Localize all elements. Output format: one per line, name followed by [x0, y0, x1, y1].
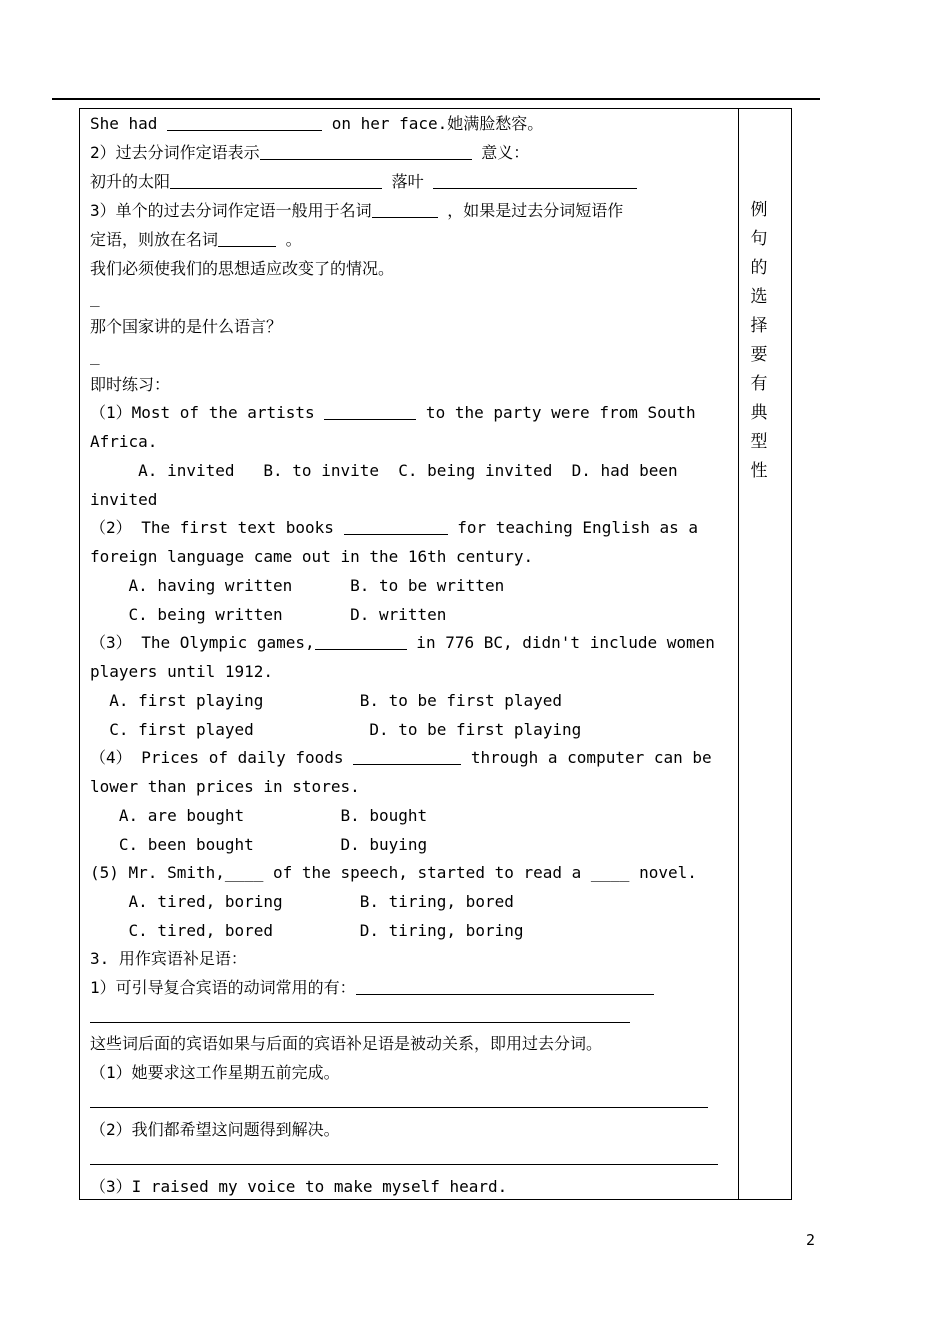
answer-rule [90, 1022, 630, 1023]
side-char: 例 [750, 200, 768, 220]
blank [344, 516, 448, 535]
side-char: 典 [750, 403, 768, 423]
question-5-options-b: C. tired, bored D. tiring, boring [90, 921, 524, 940]
question-3-options-a: A. first playing B. to be first played [90, 691, 563, 710]
side-char: 型 [750, 432, 768, 452]
blank [167, 112, 322, 131]
side-char: 要 [750, 345, 768, 365]
question-5: (5) Mr. Smith,____ of the speech, started to read a ____ novel. [90, 863, 697, 882]
line-5: 定语，则放在名词 。 [90, 230, 302, 249]
header-rule [52, 98, 820, 100]
section-3-heading: 3. 用作宾语补足语： [90, 949, 247, 968]
question-4-options-b: C. been bought D. buying [90, 835, 428, 854]
side-char: 性 [750, 461, 768, 481]
blank [356, 976, 654, 995]
answer-line: _ [90, 346, 100, 365]
question-2-cont: foreign language came out in the 16th century. [90, 547, 534, 566]
line-1: She had on her face.她满脸愁容。 [90, 114, 544, 133]
line-3: 初升的太阳 落叶 [90, 168, 637, 196]
section-3-item-1: 1）可引导复合宾语的动词常用的有： [90, 974, 654, 1002]
blank [315, 631, 407, 650]
blank [218, 228, 276, 247]
side-char: 择 [750, 316, 768, 336]
page-number: 2 [806, 1231, 816, 1249]
question-4-cont: lower than prices in stores. [90, 777, 360, 796]
section-3-ex-3: （3）I raised my voice to make myself heard. [90, 1177, 508, 1196]
question-1: （1）Most of the artists to the party were from South [90, 403, 696, 422]
blank [170, 170, 382, 189]
side-char: 句 [750, 229, 768, 249]
question-2: （2） The first text books for teaching English as a [90, 518, 699, 537]
answer-rule [90, 1107, 708, 1108]
question-1-cont2: invited [90, 490, 158, 509]
line-6: 我们必须使我们的思想适应改变了的情况。 [90, 259, 395, 278]
question-1-cont: Africa. [90, 432, 158, 451]
blank [353, 746, 461, 765]
answer-line: _ [90, 288, 100, 307]
question-3: （3） The Olympic games, in 776 BC, didn't include women [90, 633, 715, 652]
blank [260, 141, 472, 160]
side-char: 的 [750, 258, 768, 278]
line-8: 那个国家讲的是什么语言？ [90, 317, 283, 336]
blank [433, 170, 637, 189]
question-1-options: A. invited B. to invite C. being invited D. had been [90, 461, 678, 480]
question-4-options-a: A. are bought B. bought [90, 806, 428, 825]
blank [324, 401, 416, 420]
side-char: 选 [750, 287, 768, 307]
question-3-cont: players until 1912. [90, 662, 274, 681]
side-char: 有 [750, 374, 768, 394]
answer-rule [90, 1164, 718, 1165]
section-3-ex-1: （1）她要求这工作星期五前完成。 [90, 1063, 340, 1082]
blank [372, 199, 438, 218]
question-2-options-b: C. being written D. written [90, 605, 447, 624]
column-divider [738, 108, 739, 1200]
practice-heading: 即时练习： [90, 375, 171, 394]
question-2-options-a: A. having written B. to be written [90, 576, 505, 595]
question-5-options-a: A. tired, boring B. tiring, bored [90, 892, 514, 911]
section-3-ex-2: （2）我们都希望这问题得到解决。 [90, 1120, 340, 1139]
line-4: 3）单个的过去分词作定语一般用于名词 ，如果是过去分词短语作 [90, 201, 624, 220]
question-4: （4） Prices of daily foods through a computer can be [90, 748, 712, 767]
line-2: 2）过去分词作定语表示 意义： [90, 143, 530, 162]
question-3-options-b: C. first played D. to be first playing [90, 720, 582, 739]
side-note [748, 196, 770, 486]
section-3-note: 这些词后面的宾语如果与后面的宾语补足语是被动关系，即用过去分词。 [90, 1034, 603, 1053]
